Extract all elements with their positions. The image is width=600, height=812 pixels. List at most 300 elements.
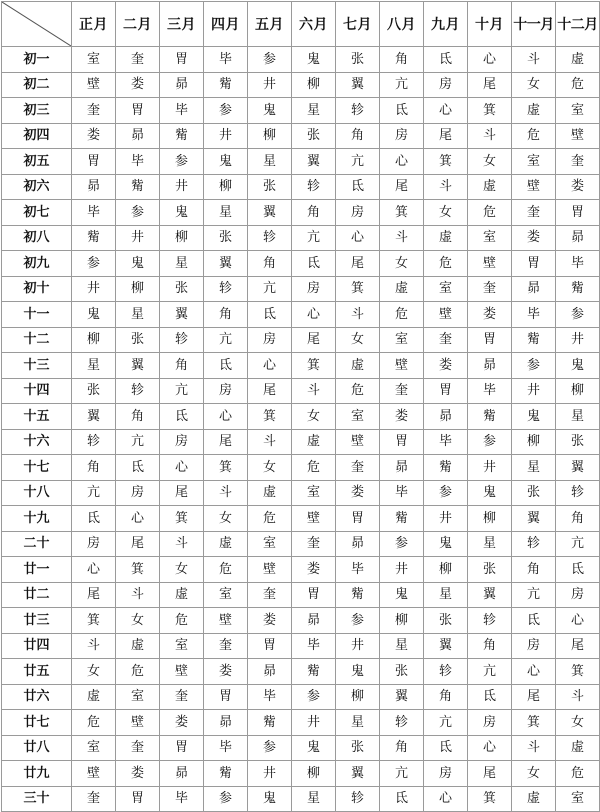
mansion-cell: 毕 [556, 251, 600, 277]
mansion-cell: 室 [292, 480, 336, 506]
mansion-cell: 娄 [424, 353, 468, 379]
mansion-cell: 心 [424, 786, 468, 812]
mansion-cell: 参 [336, 608, 380, 634]
lunar-day-label: 初三 [2, 98, 72, 124]
table-row [2, 302, 600, 328]
mansion-cell: 壁 [204, 608, 248, 634]
mansion-cell: 井 [204, 123, 248, 149]
mansion-cell: 胃 [556, 200, 600, 226]
mansion-cell: 星 [160, 251, 204, 277]
mansion-cell: 胃 [424, 378, 468, 404]
mansion-cell: 胃 [336, 506, 380, 532]
mansion-cell: 星 [248, 149, 292, 175]
table-row [2, 47, 600, 73]
mansion-cell: 室 [248, 531, 292, 557]
mansion-cell: 亢 [556, 531, 600, 557]
mansion-cell: 井 [512, 378, 556, 404]
mansion-cell: 危 [292, 455, 336, 481]
mansion-cell: 奎 [380, 378, 424, 404]
mansion-cell: 参 [248, 47, 292, 73]
mansion-cell: 亢 [248, 276, 292, 302]
mansion-cell: 氐 [72, 506, 116, 532]
table-row [2, 123, 600, 149]
mansion-cell: 女 [512, 761, 556, 787]
mansion-cell: 昴 [336, 531, 380, 557]
mansion-cell: 尾 [512, 684, 556, 710]
mansion-cell: 轸 [204, 276, 248, 302]
lunar-day-label: 廿三 [2, 608, 72, 634]
lunar-day-label: 初二 [2, 72, 72, 98]
mansion-cell: 奎 [468, 276, 512, 302]
mansion-cell: 虚 [556, 47, 600, 73]
table-row [2, 786, 600, 812]
mansion-cell: 觜 [116, 174, 160, 200]
mansion-cell: 翼 [72, 404, 116, 430]
mansion-cell: 张 [512, 480, 556, 506]
mansion-cell: 翼 [468, 582, 512, 608]
mansion-cell: 柳 [292, 72, 336, 98]
mansion-cell: 胃 [160, 47, 204, 73]
month-header-4: 四月 [204, 2, 248, 47]
mansion-cell: 室 [160, 633, 204, 659]
mansion-cell: 觜 [424, 455, 468, 481]
mansion-cell: 毕 [380, 480, 424, 506]
mansion-cell: 轸 [336, 98, 380, 124]
mansion-cell: 翼 [248, 200, 292, 226]
mansion-cell: 张 [160, 276, 204, 302]
lunar-day-label: 十五 [2, 404, 72, 430]
mansion-cell: 柳 [424, 557, 468, 583]
mansion-cell: 房 [468, 710, 512, 736]
mansion-cell: 井 [468, 455, 512, 481]
mansion-cell: 毕 [72, 200, 116, 226]
mansion-cell: 女 [380, 251, 424, 277]
mansion-cell: 箕 [336, 276, 380, 302]
mansion-cell: 昴 [248, 659, 292, 685]
mansion-cell: 张 [336, 47, 380, 73]
lunar-day-label: 初七 [2, 200, 72, 226]
mansion-cell: 角 [116, 404, 160, 430]
mansion-cell: 心 [248, 353, 292, 379]
mansion-cell: 氐 [336, 174, 380, 200]
mansion-cell: 参 [72, 251, 116, 277]
mansion-cell: 轸 [116, 378, 160, 404]
mansion-cell: 胃 [160, 735, 204, 761]
mansion-cell: 鬼 [512, 404, 556, 430]
mansion-cell: 危 [556, 761, 600, 787]
mansion-cell: 房 [72, 531, 116, 557]
mansion-cell: 危 [512, 123, 556, 149]
mansion-cell: 翼 [336, 72, 380, 98]
mansion-cell: 壁 [72, 72, 116, 98]
table-row [2, 506, 600, 532]
month-header-row [2, 2, 600, 47]
table-row [2, 378, 600, 404]
mansion-cell: 虚 [204, 531, 248, 557]
mansion-cell: 昴 [512, 276, 556, 302]
mansion-cell: 井 [116, 225, 160, 251]
mansion-cell: 箕 [468, 786, 512, 812]
mansion-cell: 昴 [160, 72, 204, 98]
mansion-cell: 氐 [424, 47, 468, 73]
mansion-cell: 星 [116, 302, 160, 328]
mansion-cell: 女 [424, 200, 468, 226]
mansion-cell: 柳 [556, 378, 600, 404]
mansion-cell: 危 [248, 506, 292, 532]
mansion-cell: 角 [424, 684, 468, 710]
mansion-cell: 奎 [72, 786, 116, 812]
mansion-cell: 房 [204, 378, 248, 404]
mansion-cell: 胃 [512, 251, 556, 277]
mansion-cell: 觜 [380, 506, 424, 532]
mansion-cell: 娄 [160, 710, 204, 736]
mansion-cell: 轸 [424, 659, 468, 685]
month-header-11: 十一月 [512, 2, 556, 47]
mansion-cell: 鬼 [204, 149, 248, 175]
month-header-9: 九月 [424, 2, 468, 47]
mansion-cell: 虚 [424, 225, 468, 251]
mansion-cell: 翼 [160, 302, 204, 328]
mansion-cell: 柳 [336, 684, 380, 710]
mansion-cell: 心 [468, 47, 512, 73]
mansion-cell: 箕 [424, 149, 468, 175]
mansion-cell: 壁 [292, 506, 336, 532]
mansion-cell: 尾 [556, 633, 600, 659]
mansion-cell: 觜 [204, 761, 248, 787]
mansion-cell: 尾 [468, 761, 512, 787]
mansion-cell: 壁 [248, 557, 292, 583]
table-row [2, 429, 600, 455]
mansion-cell: 娄 [556, 174, 600, 200]
lunar-day-label: 廿二 [2, 582, 72, 608]
mansion-cell: 亢 [424, 710, 468, 736]
mansion-cell: 柳 [160, 225, 204, 251]
mansion-cell: 毕 [292, 633, 336, 659]
mansion-cell: 危 [160, 608, 204, 634]
mansion-cell: 斗 [424, 174, 468, 200]
mansion-cell: 尾 [72, 582, 116, 608]
mansion-cell: 胃 [292, 582, 336, 608]
mansion-cell: 女 [512, 72, 556, 98]
mansion-cell: 娄 [116, 761, 160, 787]
mansion-cell: 角 [336, 123, 380, 149]
mansion-cell: 参 [380, 531, 424, 557]
mansion-cell: 女 [248, 455, 292, 481]
table-row [2, 710, 600, 736]
mansion-cell: 女 [116, 608, 160, 634]
mansion-cell: 氐 [380, 98, 424, 124]
table-row [2, 531, 600, 557]
mansion-cell: 奎 [336, 455, 380, 481]
mansion-cell: 翼 [424, 633, 468, 659]
mansion-cell: 娄 [116, 72, 160, 98]
mansion-cell: 箕 [292, 353, 336, 379]
mansion-cell: 室 [380, 327, 424, 353]
mansion-cell: 参 [248, 735, 292, 761]
mansion-cell: 轸 [556, 480, 600, 506]
mansion-cell: 氐 [248, 302, 292, 328]
mansion-cell: 轸 [72, 429, 116, 455]
mansion-cell: 壁 [380, 353, 424, 379]
mansion-cell: 星 [292, 786, 336, 812]
mansion-cell: 室 [468, 225, 512, 251]
lunar-day-label: 初九 [2, 251, 72, 277]
mansion-cell: 角 [468, 633, 512, 659]
mansion-cell: 觜 [556, 276, 600, 302]
mansion-cell: 角 [292, 200, 336, 226]
mansion-cell: 心 [292, 302, 336, 328]
mansion-cell: 星 [468, 531, 512, 557]
mansion-cell: 角 [380, 735, 424, 761]
mansion-cell: 昴 [204, 710, 248, 736]
mansion-cell: 女 [72, 659, 116, 685]
mansion-cell: 房 [292, 276, 336, 302]
mansion-cell: 角 [72, 455, 116, 481]
mansion-cell: 女 [160, 557, 204, 583]
table-row [2, 98, 600, 124]
mansion-cell: 娄 [204, 659, 248, 685]
mansion-cell: 斗 [556, 684, 600, 710]
mansion-cell: 毕 [160, 98, 204, 124]
mansion-cell: 星 [292, 98, 336, 124]
table-row [2, 633, 600, 659]
mansion-cell: 昴 [72, 174, 116, 200]
mansion-cell: 翼 [512, 506, 556, 532]
mansion-cell: 壁 [556, 123, 600, 149]
mansion-cell: 毕 [204, 735, 248, 761]
mansion-cell: 井 [248, 72, 292, 98]
mansion-cell: 柳 [72, 327, 116, 353]
mansion-cell: 翼 [292, 149, 336, 175]
mansion-cell: 鬼 [556, 353, 600, 379]
mansion-cell: 亢 [380, 72, 424, 98]
mansion-cell: 奎 [204, 633, 248, 659]
mansion-cell: 斗 [512, 47, 556, 73]
mansion-cell: 翼 [556, 455, 600, 481]
mansion-cell: 觜 [248, 710, 292, 736]
mansion-cell: 鬼 [424, 531, 468, 557]
mansion-cell: 觜 [336, 582, 380, 608]
mansion-cell: 鬼 [380, 582, 424, 608]
corner-diagonal-cell [2, 2, 72, 47]
mansion-cell: 女 [292, 404, 336, 430]
lunar-day-label: 廿九 [2, 761, 72, 787]
mansion-cell: 翼 [380, 684, 424, 710]
mansion-cell: 鬼 [160, 200, 204, 226]
mansion-cell: 井 [160, 174, 204, 200]
mansion-cell: 斗 [380, 225, 424, 251]
lunar-day-label: 二十 [2, 531, 72, 557]
mansion-cell: 柳 [380, 608, 424, 634]
mansion-cell: 轸 [468, 608, 512, 634]
mansion-cell: 张 [424, 608, 468, 634]
mansion-cell: 箕 [468, 98, 512, 124]
mansion-cell: 角 [248, 251, 292, 277]
mansion-cell: 张 [72, 378, 116, 404]
mansion-cell: 氐 [512, 608, 556, 634]
mansion-cell: 危 [468, 200, 512, 226]
mansion-cell: 毕 [336, 557, 380, 583]
mansion-cell: 危 [380, 302, 424, 328]
mansion-cell: 参 [424, 480, 468, 506]
mansion-cell: 星 [204, 200, 248, 226]
mansion-cell: 柳 [116, 276, 160, 302]
mansion-cell: 井 [248, 761, 292, 787]
mansion-cell: 奎 [116, 47, 160, 73]
lunar-day-label: 十七 [2, 455, 72, 481]
mansion-cell: 柳 [292, 761, 336, 787]
mansion-cell: 虚 [248, 480, 292, 506]
mansion-cell: 胃 [380, 429, 424, 455]
mansion-cell: 箕 [72, 608, 116, 634]
mansion-cell: 危 [424, 251, 468, 277]
mansion-cell: 参 [204, 786, 248, 812]
mansion-cell: 井 [72, 276, 116, 302]
table-row [2, 72, 600, 98]
table-row [2, 353, 600, 379]
mansion-cell: 奎 [248, 582, 292, 608]
table-row [2, 735, 600, 761]
mansion-cell: 觜 [292, 659, 336, 685]
table-row [2, 174, 600, 200]
mansion-cell: 心 [204, 404, 248, 430]
mansion-cell: 参 [556, 302, 600, 328]
mansion-cell: 井 [424, 506, 468, 532]
mansion-cell: 尾 [204, 429, 248, 455]
mansion-cell: 尾 [336, 251, 380, 277]
table-row [2, 608, 600, 634]
mansion-cell: 箕 [556, 659, 600, 685]
mansion-cell: 井 [380, 557, 424, 583]
mansion-cell: 参 [160, 149, 204, 175]
mansion-cell: 房 [380, 123, 424, 149]
table-row [2, 327, 600, 353]
mansion-cell: 娄 [468, 302, 512, 328]
mansion-cell: 娄 [512, 225, 556, 251]
mansion-cell: 危 [72, 710, 116, 736]
mansion-cell: 参 [468, 429, 512, 455]
mansion-cell: 虚 [468, 174, 512, 200]
mansion-cell: 危 [556, 72, 600, 98]
mansion-cell: 亢 [204, 327, 248, 353]
mansion-cell: 奎 [556, 149, 600, 175]
mansion-cell: 星 [424, 582, 468, 608]
mansion-cell: 房 [424, 72, 468, 98]
table-row [2, 480, 600, 506]
mansion-cell: 壁 [160, 659, 204, 685]
mansion-cell: 奎 [72, 98, 116, 124]
mansion-cell: 鬼 [468, 480, 512, 506]
mansion-cell: 毕 [512, 302, 556, 328]
mansion-cell: 尾 [380, 174, 424, 200]
mansion-cell: 虚 [512, 786, 556, 812]
table-row [2, 582, 600, 608]
mansion-cell: 翼 [204, 251, 248, 277]
table-row [2, 659, 600, 685]
mansion-cell: 鬼 [116, 251, 160, 277]
lunar-day-label: 初六 [2, 174, 72, 200]
mansion-cell: 翼 [336, 761, 380, 787]
mansion-cell: 尾 [116, 531, 160, 557]
mansion-cell: 房 [336, 200, 380, 226]
mansion-cell: 室 [424, 276, 468, 302]
mansion-cell: 鬼 [248, 98, 292, 124]
mansion-cell: 尾 [424, 123, 468, 149]
mansion-cell: 氐 [468, 684, 512, 710]
mansion-cell: 心 [380, 149, 424, 175]
mansion-cell: 参 [292, 684, 336, 710]
mansion-cell: 角 [380, 47, 424, 73]
mansion-cell: 柳 [468, 506, 512, 532]
mansion-cell: 尾 [248, 378, 292, 404]
mansion-cell: 胃 [116, 786, 160, 812]
mansion-cell: 斗 [204, 480, 248, 506]
lunar-day-label: 十八 [2, 480, 72, 506]
mansion-cell: 心 [72, 557, 116, 583]
mansion-cell: 娄 [292, 557, 336, 583]
mansion-cell: 亢 [160, 378, 204, 404]
mansion-cell: 鬼 [292, 47, 336, 73]
mansion-cell: 觜 [204, 72, 248, 98]
mansion-cell: 轸 [160, 327, 204, 353]
month-header-12: 十二月 [556, 2, 600, 47]
mansion-cell: 张 [204, 225, 248, 251]
lunar-day-label: 廿八 [2, 735, 72, 761]
mansion-cell: 角 [556, 506, 600, 532]
mansion-cell: 亢 [380, 761, 424, 787]
mansion-cell: 昴 [292, 608, 336, 634]
mansion-cell: 斗 [512, 735, 556, 761]
mansion-cell: 觜 [468, 404, 512, 430]
mansion-cell: 奎 [424, 327, 468, 353]
mansion-cell: 虚 [556, 735, 600, 761]
mansion-cell: 张 [468, 557, 512, 583]
mansion-cell: 鬼 [336, 659, 380, 685]
table-row [2, 276, 600, 302]
mansion-cell: 娄 [248, 608, 292, 634]
mansion-cell: 奎 [292, 531, 336, 557]
mansion-cell: 胃 [72, 149, 116, 175]
mansion-cell: 房 [512, 633, 556, 659]
mansion-cell: 心 [116, 506, 160, 532]
mansion-cell: 毕 [248, 684, 292, 710]
mansion-cell: 张 [556, 429, 600, 455]
mansion-cell: 氐 [380, 786, 424, 812]
mansion-cell: 柳 [512, 429, 556, 455]
mansion-cell: 尾 [292, 327, 336, 353]
mansion-cell: 亢 [72, 480, 116, 506]
lunar-day-label: 十六 [2, 429, 72, 455]
mansion-cell: 毕 [116, 149, 160, 175]
mansion-cell: 壁 [116, 710, 160, 736]
lunar-day-label: 廿七 [2, 710, 72, 736]
mansion-cell: 昴 [556, 225, 600, 251]
mansion-cell: 斗 [468, 123, 512, 149]
mansion-cell: 房 [248, 327, 292, 353]
table-row [2, 225, 600, 251]
mansion-cell: 心 [160, 455, 204, 481]
month-header-2: 二月 [116, 2, 160, 47]
mansion-cell: 室 [116, 684, 160, 710]
mansion-cell: 虚 [512, 98, 556, 124]
mansion-cell: 毕 [204, 47, 248, 73]
mansion-cell: 氐 [292, 251, 336, 277]
mansion-cell: 星 [336, 710, 380, 736]
mansion-cell: 氐 [204, 353, 248, 379]
mansion-cell: 斗 [336, 302, 380, 328]
table-row [2, 761, 600, 787]
mansion-cell: 斗 [160, 531, 204, 557]
